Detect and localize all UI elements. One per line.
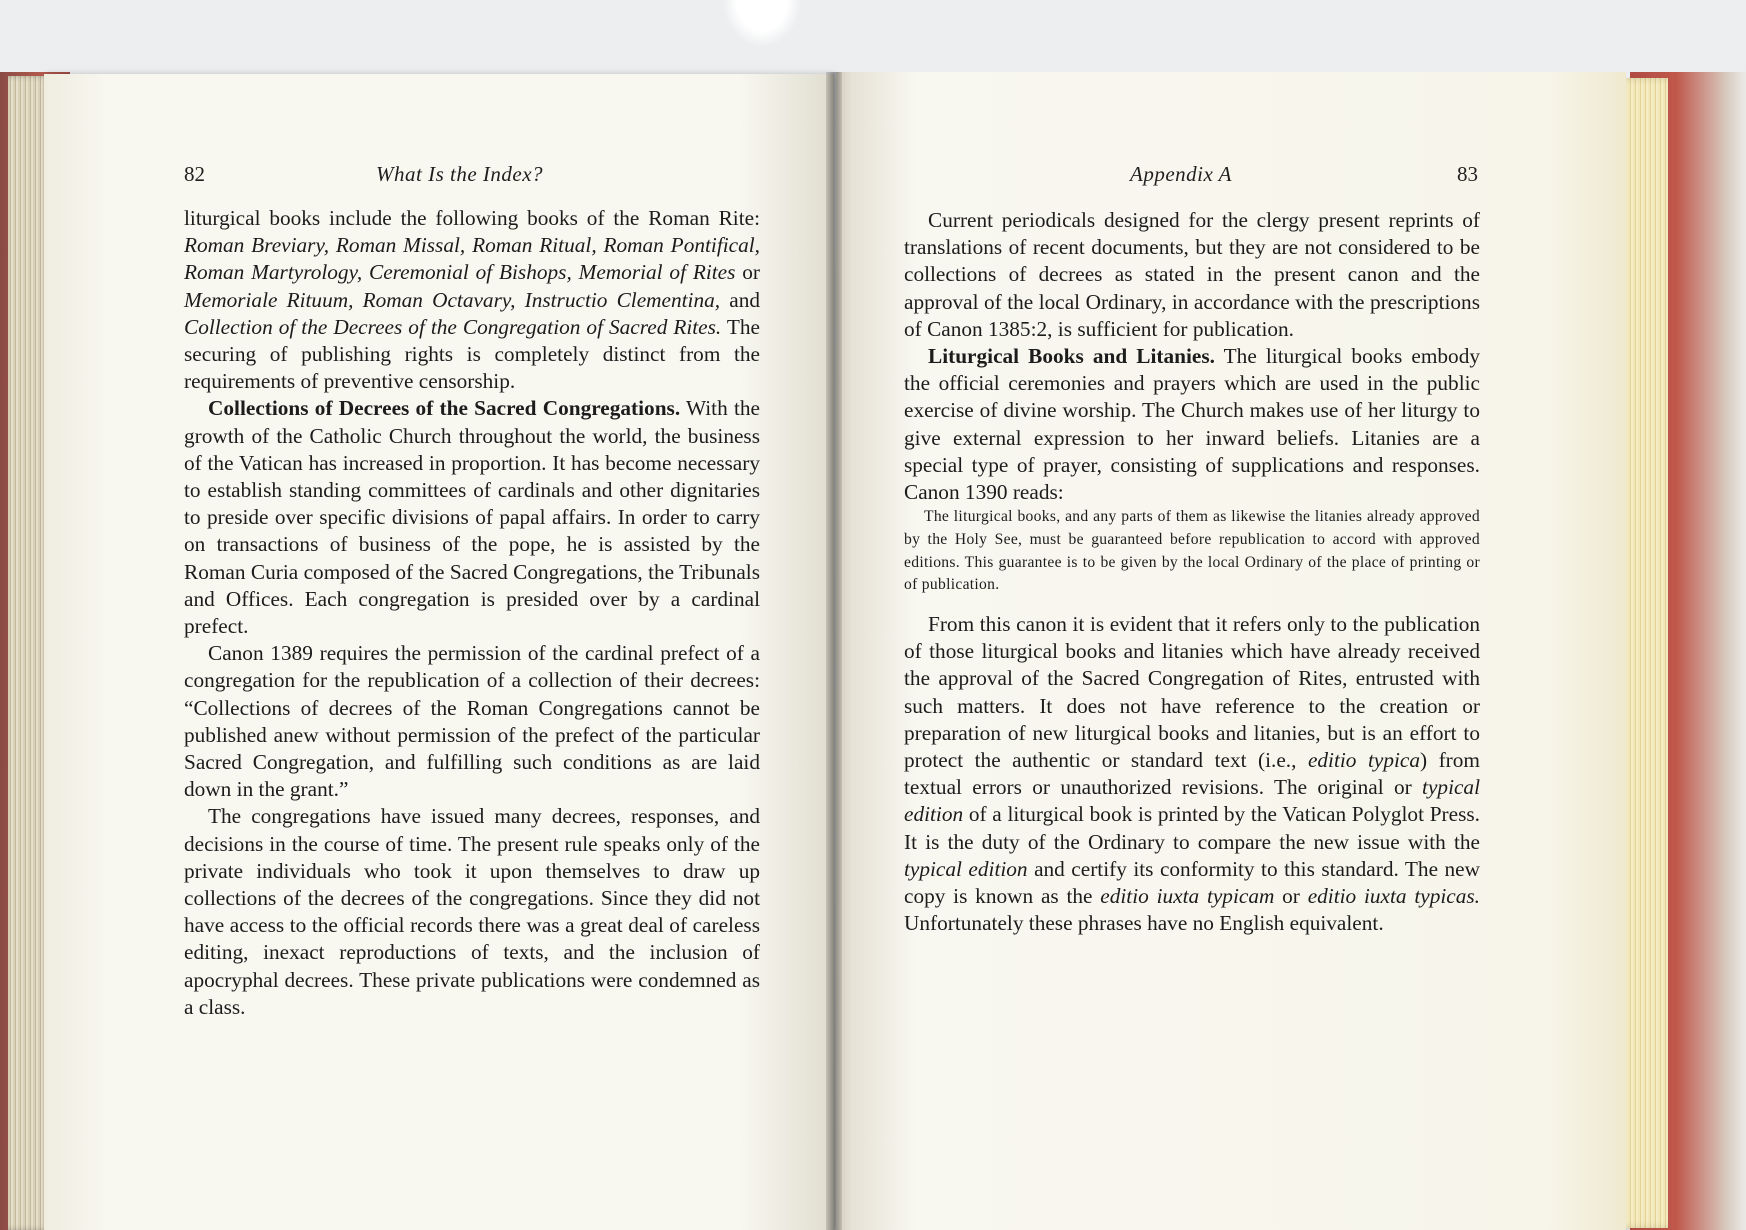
paragraph (184, 205, 760, 395)
book-gutter (826, 72, 842, 1230)
text-run: ) from textual errors or unauthorized revisions. The original or (904, 748, 1480, 800)
text-run: and (720, 287, 760, 312)
text-run: The securing of publishing rights is completely distinct from the requirements of preventive censorship. (184, 314, 760, 394)
text-run: or (1274, 884, 1308, 909)
left-page-body (184, 205, 760, 1021)
text-run: or (735, 260, 760, 285)
italic-text: Memoriale Rituum, Roman Octavary, Instructio Clementina, (184, 287, 721, 312)
paragraph-text: The liturgical books embody the official ceremonies and prayers which are used in the public exercise of divine worship. The Church makes use of her liturgy to give external expression to her inward beliefs. Litanies are a special type of prayer, consisting of supplications and responses. Canon 1390 reads: (904, 344, 1480, 505)
paragraph: Current periodicals designed for the clergy present reprints of translations of recent documents, but they are not considered to be collections of decrees as stated in the present canon and the approval of the local Ordinary, in accordance with the prescriptions of Canon 1385:2, is sufficient for publication. (904, 208, 1480, 341)
italic-text: editio iuxta typicam (1100, 884, 1275, 909)
text-run: liturgical books include the following books of the Roman Rite: (184, 206, 760, 230)
italic-text: Collection of the Decrees of the Congregation of Sacred Rites. (184, 314, 722, 339)
page-number: 82 (184, 162, 205, 186)
italic-text: editio iuxta typicas. (1307, 884, 1480, 909)
paragraph (904, 611, 1480, 937)
page-number: 83 (1457, 162, 1478, 186)
running-head: Appendix A (1130, 162, 1233, 186)
text-run: From this canon it is evident that it refers only to the publication of those liturgical books and litanies which have already received the approval of the Sacred Congregation of Rites, entrusted with such matters. It does not have reference to the creation or preparation of new liturgical books and litanies, but is an effort to protect the authentic or standard text (i.e., (904, 612, 1480, 773)
running-head: What Is the Index? (376, 162, 544, 186)
paragraph (184, 395, 760, 640)
section-heading: Collections of Decrees of the Sacred Congregations. (208, 396, 681, 421)
right-page-body (904, 207, 1480, 937)
paragraph-text: With the growth of the Catholic Church throughout the world, the business of the Vatican has increased in proportion. It has become necessary to establish standing committees of cardinals and other dignitaries to preside over specific divisions of papal affairs. In order to carry on transactions of business of the pope, he is assisted by the Roman Curia composed of the Sacred Congregations, the Tribunals and Offices. Each congregation is presided over by a cardinal prefect. (184, 396, 760, 639)
italic-text: typical edition (904, 775, 1480, 827)
paragraph: The congregations have issued many decrees, responses, and decisions in the course of time. The present rule speaks only of the private individuals who took it upon themselves to draw up collections of the decrees of the congregations. Since they did not have access to the official records there was a great deal of careless editing, inexact reproductions of texts, and the inclusion of apocryphal decrees. These private publications were condemned as a class. (184, 804, 760, 1019)
italic-text: typical edition (904, 856, 1028, 881)
italic-text: Roman Breviary, Roman Missal, Roman Ritual, Roman Pontifical, Roman Martyrology, Ceremonial of Bishops, Memorial of Rites (184, 233, 760, 285)
paragraph (904, 343, 1480, 506)
block-quote: The liturgical books, and any parts of them as likewise the litanies already approved by the Holy See, must be guaranteed before republication to accord with approved editions. This guarantee is to be given by the local Ordinary of the place of printing or of publication. (904, 508, 1480, 594)
text-run: of a liturgical book is printed by the Vatican Polyglot Press. It is the duty of the Ordinary to compare the new issue with the (904, 802, 1480, 854)
text-run: and certify its conformity to this standard. The new copy is known as the (904, 856, 1480, 909)
right-page-header (904, 162, 1478, 192)
text-run: Unfortunately these phrases have no English equivalent. (904, 911, 1384, 936)
paper-clip-glare (722, 0, 802, 48)
paragraph: Canon 1389 requires the permission of the cardinal prefect of a congregation for the republication of a collection of their decrees: “Collections of decrees of the Roman Congregations cannot be published anew without permission of the prefect of the particular Sacred Congregation, and fulfilling such conditions as are laid down in the grant.” (184, 641, 760, 802)
left-page-header (184, 162, 758, 192)
italic-text: editio typica (1307, 748, 1420, 773)
section-heading: Liturgical Books and Litanies. (928, 344, 1215, 369)
